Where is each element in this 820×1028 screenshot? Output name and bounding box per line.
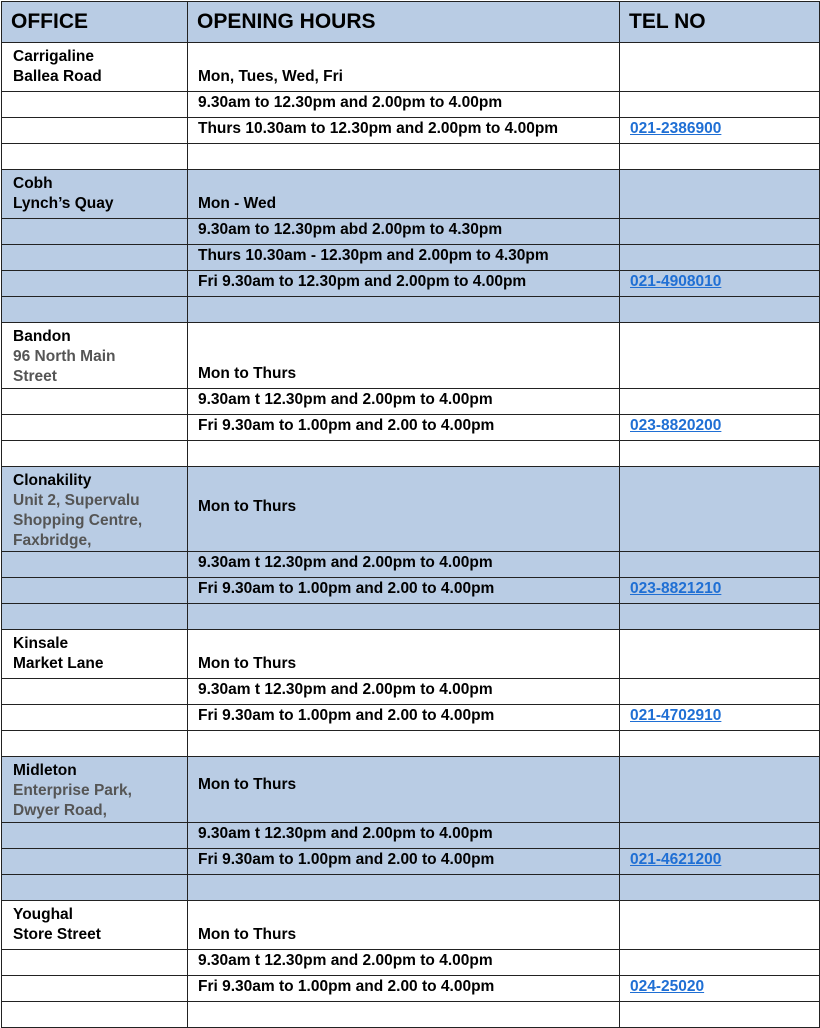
- office-cell: [2, 323, 188, 389]
- empty-cell: [620, 297, 820, 323]
- tel-cell: [620, 219, 820, 245]
- office-cell: [2, 757, 188, 823]
- tel-cell: [620, 578, 820, 604]
- spacer-row: [2, 604, 820, 630]
- office-cell: [2, 43, 188, 92]
- hours-cell: [188, 950, 620, 976]
- table-row: [2, 415, 820, 441]
- empty-cell: [188, 297, 620, 323]
- office-address-line: Dwyer Road,: [13, 802, 107, 819]
- empty-cell: [2, 731, 188, 757]
- table-row: [2, 323, 820, 389]
- table-row: [2, 271, 820, 297]
- office-address-line: Shopping Centre,: [13, 512, 143, 529]
- tel-cell: [620, 43, 820, 92]
- table-row: [2, 950, 820, 976]
- office-cell: [2, 578, 188, 604]
- header-row: [2, 2, 820, 43]
- table-body: [2, 43, 820, 1028]
- opening-days: Mon to Thurs: [198, 776, 297, 793]
- office-address-line: Lynch’s Quay: [13, 195, 114, 212]
- empty-cell: [620, 875, 820, 901]
- office-name: Midleton: [13, 762, 77, 779]
- office-cell: [2, 630, 188, 679]
- tel-link[interactable]: 021-4908010: [630, 273, 722, 290]
- empty-cell: [620, 441, 820, 467]
- table-row: [2, 467, 820, 552]
- tel-cell: [620, 823, 820, 849]
- table-row: [2, 823, 820, 849]
- hours-cell: [188, 467, 620, 552]
- table-row: [2, 389, 820, 415]
- opening-hours-line: 9.30am t 12.30pm and 2.00pm to 4.00pm: [198, 681, 493, 698]
- tel-cell: [620, 415, 820, 441]
- tel-link[interactable]: 021-4621200: [630, 851, 722, 868]
- empty-cell: [620, 604, 820, 630]
- empty-cell: [188, 731, 620, 757]
- table-row: [2, 679, 820, 705]
- office-address-line: Enterprise Park,: [13, 782, 132, 799]
- office-cell: [2, 415, 188, 441]
- opening-hours-line: 9.30am t 12.30pm and 2.00pm to 4.00pm: [198, 825, 493, 842]
- hours-cell: [188, 901, 620, 950]
- hours-cell: [188, 43, 620, 92]
- hours-cell: [188, 389, 620, 415]
- hours-cell: [188, 170, 620, 219]
- hours-cell: [188, 630, 620, 679]
- office-name: Cobh: [13, 175, 53, 192]
- opening-days: Mon to Thurs: [198, 498, 297, 515]
- opening-hours-line: Fri 9.30am to 1.00pm and 2.00 to 4.00pm: [198, 580, 495, 597]
- table-row: [2, 118, 820, 144]
- spacer-row: [2, 144, 820, 170]
- empty-cell: [620, 144, 820, 170]
- office-cell: [2, 271, 188, 297]
- hours-cell: [188, 552, 620, 578]
- table-row: [2, 170, 820, 219]
- hours-cell: [188, 219, 620, 245]
- office-cell: [2, 950, 188, 976]
- office-address-line: Faxbridge,: [13, 532, 92, 549]
- office-cell: [2, 901, 188, 950]
- table-row: [2, 92, 820, 118]
- office-cell: [2, 705, 188, 731]
- table-row: [2, 43, 820, 92]
- table-row: [2, 757, 820, 823]
- empty-cell: [188, 604, 620, 630]
- office-cell: [2, 467, 188, 552]
- header-tel-no: TEL NO: [620, 2, 820, 43]
- empty-cell: [2, 297, 188, 323]
- empty-cell: [2, 604, 188, 630]
- office-cell: [2, 823, 188, 849]
- office-address-line: Unit 2, Supervalu: [13, 492, 140, 509]
- office-name: Kinsale: [13, 635, 69, 652]
- office-name: Clonakility: [13, 472, 92, 489]
- tel-cell: [620, 92, 820, 118]
- empty-cell: [188, 144, 620, 170]
- hours-cell: [188, 415, 620, 441]
- empty-cell: [188, 875, 620, 901]
- empty-cell: [188, 441, 620, 467]
- spacer-row: [2, 731, 820, 757]
- tel-cell: [620, 950, 820, 976]
- office-hours-table: [1, 1, 820, 1028]
- tel-cell: [620, 467, 820, 552]
- tel-cell: [620, 118, 820, 144]
- office-address-line: 96 North Main: [13, 348, 116, 365]
- tel-cell: [620, 170, 820, 219]
- tel-cell: [620, 679, 820, 705]
- table-row: [2, 705, 820, 731]
- office-cell: [2, 389, 188, 415]
- tel-cell: [620, 901, 820, 950]
- office-address-line: Store Street: [13, 926, 101, 943]
- opening-hours-line: 9.30am to 12.30pm and 2.00pm to 4.00pm: [198, 94, 503, 111]
- tel-link[interactable]: 023-8820200: [630, 417, 722, 434]
- opening-hours-line: Thurs 10.30am to 12.30pm and 2.00pm to 4.00pm: [198, 120, 559, 137]
- opening-hours-line: 9.30am to 12.30pm abd 2.00pm to 4.30pm: [198, 221, 503, 238]
- table-row: [2, 630, 820, 679]
- empty-cell: [2, 144, 188, 170]
- hours-cell: [188, 245, 620, 271]
- office-address-line: Market Lane: [13, 655, 104, 672]
- opening-hours-line: Fri 9.30am to 1.00pm and 2.00 to 4.00pm: [198, 851, 495, 868]
- opening-hours-line: Fri 9.30am to 1.00pm and 2.00 to 4.00pm: [198, 978, 495, 995]
- hours-cell: [188, 705, 620, 731]
- office-name: Bandon: [13, 328, 71, 345]
- tel-cell: [620, 849, 820, 875]
- table-row: [2, 578, 820, 604]
- hours-cell: [188, 271, 620, 297]
- office-cell: [2, 219, 188, 245]
- tel-cell: [620, 705, 820, 731]
- tel-link[interactable]: 023-8821210: [630, 580, 722, 597]
- hours-cell: [188, 823, 620, 849]
- header-office: OFFICE: [2, 2, 188, 43]
- hours-cell: [188, 679, 620, 705]
- opening-hours-line: Thurs 10.30am - 12.30pm and 2.00pm to 4.30pm: [198, 247, 549, 264]
- hours-cell: [188, 757, 620, 823]
- tel-cell: [620, 630, 820, 679]
- hours-cell: [188, 578, 620, 604]
- office-cell: [2, 849, 188, 875]
- table-row: [2, 976, 820, 1002]
- office-address-line: Ballea Road: [13, 68, 102, 85]
- opening-hours-line: 9.30am t 12.30pm and 2.00pm to 4.00pm: [198, 554, 493, 571]
- tel-cell: [620, 271, 820, 297]
- table-row: [2, 901, 820, 950]
- office-cell: [2, 245, 188, 271]
- tel-cell: [620, 245, 820, 271]
- spacer-row: [2, 441, 820, 467]
- opening-days: Mon, Tues, Wed, Fri: [198, 68, 343, 85]
- office-name: Carrigaline: [13, 48, 94, 65]
- table-row: [2, 219, 820, 245]
- tel-cell: [620, 389, 820, 415]
- tel-link[interactable]: 024-25020: [630, 978, 705, 995]
- tel-cell: [620, 323, 820, 389]
- office-cell: [2, 976, 188, 1002]
- spacer-row: [2, 875, 820, 901]
- header-opening-hours: OPENING HOURS: [188, 2, 620, 43]
- hours-cell: [188, 118, 620, 144]
- office-cell: [2, 92, 188, 118]
- tel-cell: [620, 552, 820, 578]
- table-row: [2, 245, 820, 271]
- tel-cell: [620, 757, 820, 823]
- hours-cell: [188, 323, 620, 389]
- table-row: [2, 552, 820, 578]
- empty-cell: [2, 875, 188, 901]
- hours-cell: [188, 92, 620, 118]
- opening-hours-line: 9.30am t 12.30pm and 2.00pm to 4.00pm: [198, 391, 493, 408]
- office-address-line: Street: [13, 368, 57, 385]
- opening-days: Mon to Thurs: [198, 926, 297, 943]
- office-cell: [2, 170, 188, 219]
- empty-cell: [2, 441, 188, 467]
- opening-hours-line: Fri 9.30am to 12.30pm and 2.00pm to 4.00pm: [198, 273, 527, 290]
- opening-days: Mon to Thurs: [198, 365, 297, 382]
- office-cell: [2, 118, 188, 144]
- tel-cell: [620, 976, 820, 1002]
- office-name: Youghal: [13, 906, 73, 923]
- opening-days: Mon to Thurs: [198, 655, 297, 672]
- tel-link[interactable]: 021-2386900: [630, 120, 722, 137]
- opening-hours-line: Fri 9.30am to 1.00pm and 2.00 to 4.00pm: [198, 417, 495, 434]
- office-cell: [2, 679, 188, 705]
- spacer-row: [2, 297, 820, 323]
- hours-cell: [188, 976, 620, 1002]
- opening-days: Mon - Wed: [198, 195, 277, 212]
- hours-cell: [188, 849, 620, 875]
- opening-hours-line: 9.30am t 12.30pm and 2.00pm to 4.00pm: [198, 952, 493, 969]
- office-cell: [2, 552, 188, 578]
- table-row: [2, 849, 820, 875]
- opening-hours-line: Fri 9.30am to 1.00pm and 2.00 to 4.00pm: [198, 707, 495, 724]
- empty-cell: [620, 731, 820, 757]
- tel-link[interactable]: 021-4702910: [630, 707, 722, 724]
